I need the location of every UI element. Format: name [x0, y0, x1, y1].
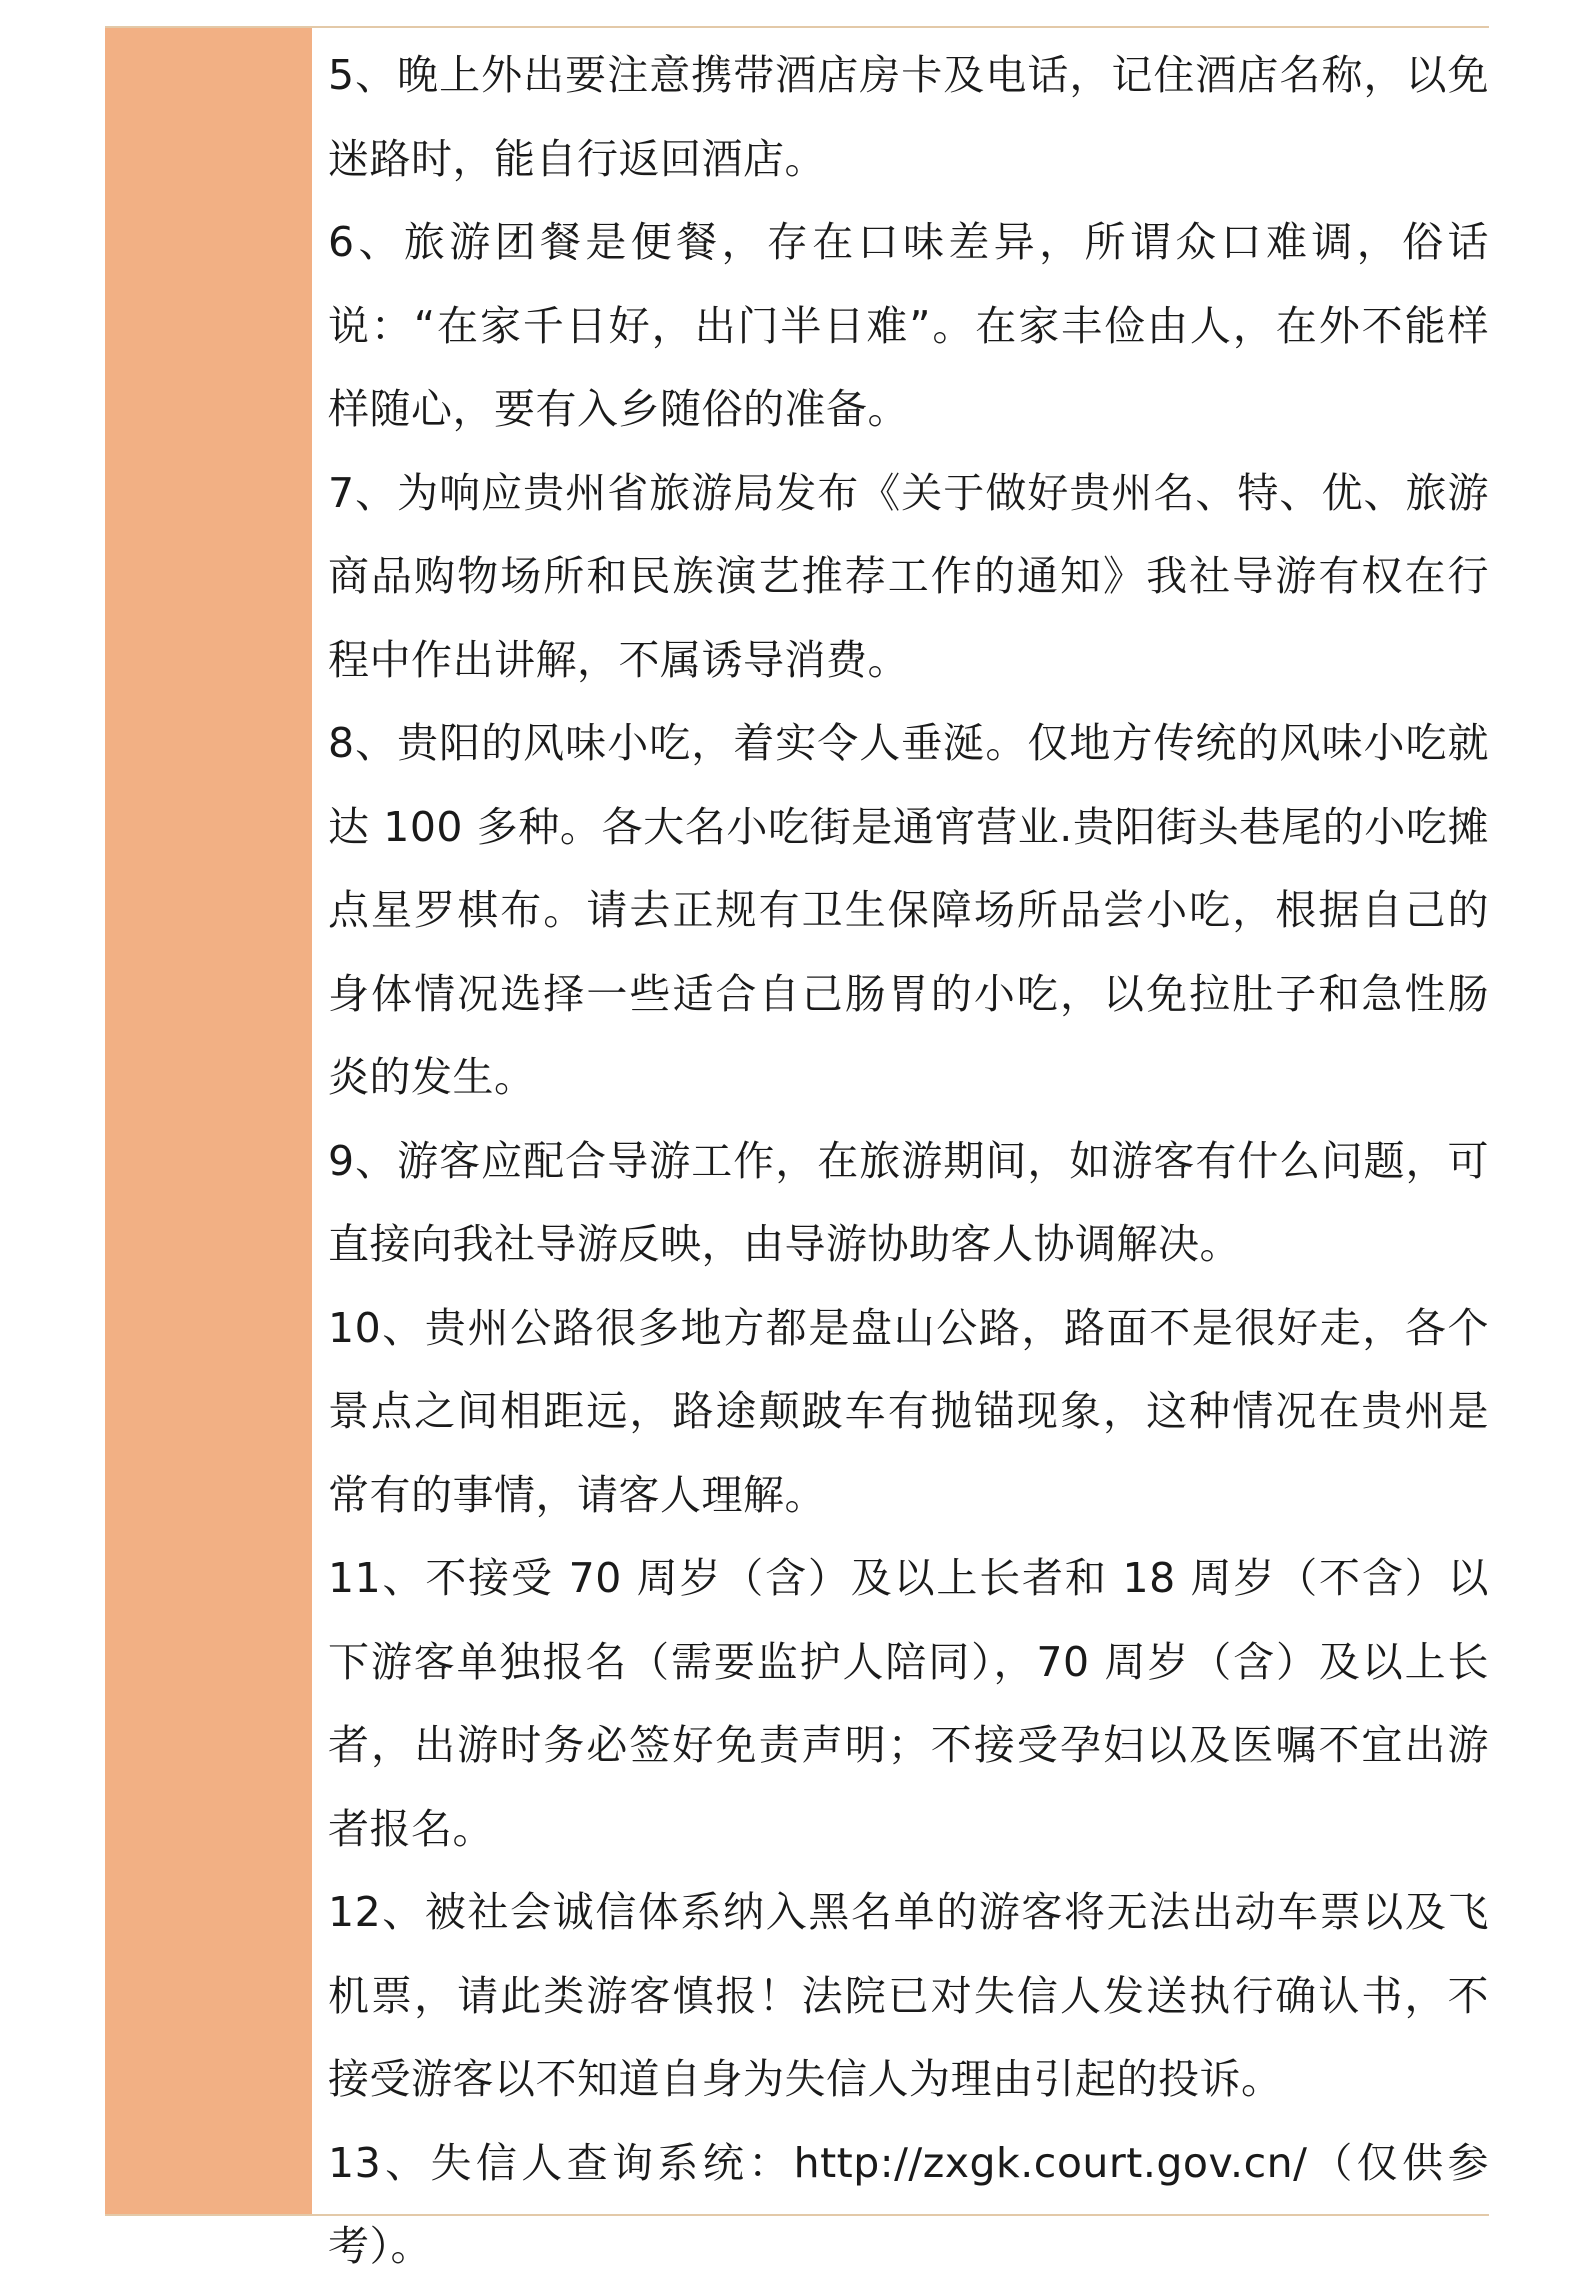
- notice-item-8: 8、贵阳的风味小吃，着实令人垂涎。仅地方传统的风味小吃就达 100 多种。各大名小吃街是通宵营业.贵阳街头巷尾的小吃摊点星罗棋布。请去正规有卫生保障场所品尝小吃，根据自己的身体情况选择一些适合自己肠胃的小吃，以免拉肚子和急性肠炎的发生。: [328, 719, 1489, 1101]
- notice-list: [328, 34, 1489, 2289]
- notice-item-12: 12、被社会诚信体系纳入黑名单的游客将无法出动车票以及飞机票，请此类游客慎报！法院已对失信人发送执行确认书，不接受游客以不知道自身为失信人为理由引起的投诉。: [328, 1888, 1489, 2103]
- notice-item-9: 9、游客应配合导游工作，在旅游期间，如游客有什么问题，可直接向我社导游反映，由导游协助客人协调解决。: [328, 1136, 1489, 1268]
- notice-item-5: 5、晚上外出要注意携带酒店房卡及电话，记住酒店名称，以免迷路时，能自行返回酒店。: [328, 51, 1489, 183]
- notice-content: [312, 28, 1489, 2270]
- notice-item-11: 11、不接受 70 周岁（含）及以上长者和 18 周岁（不含）以下游客单独报名（需要监护人陪同），70 周岁（含）及以上长者，出游时务必签好免责声明；不接受孕妇以及医嘱不宜出游者报名。: [328, 1554, 1489, 1853]
- notice-item-13: 13、失信人查询系统：http://zxgk.court.gov.cn/（仅供参考）。: [328, 2138, 1489, 2270]
- notice-item-10: 10、贵州公路很多地方都是盘山公路，路面不是很好走，各个景点之间相距远，路途颠跛车有抛锚现象，这种情况在贵州是常有的事情，请客人理解。: [328, 1303, 1489, 1519]
- notice-item-6: 6、旅游团餐是便餐，存在口味差异，所谓众口难调，俗话说：“在家千日好，出门半日难”。在家丰俭由人，在外不能样样随心，要有入乡随俗的准备。: [328, 218, 1489, 433]
- notice-item-7: 7、为响应贵州省旅游局发布《关于做好贵州名、特、优、旅游商品购物场所和民族演艺推荐工作的通知》我社导游有权在行程中作出讲解，不属诱导消费。: [328, 468, 1489, 684]
- label-column: [105, 28, 312, 2214]
- notice-table: [105, 26, 1489, 2270]
